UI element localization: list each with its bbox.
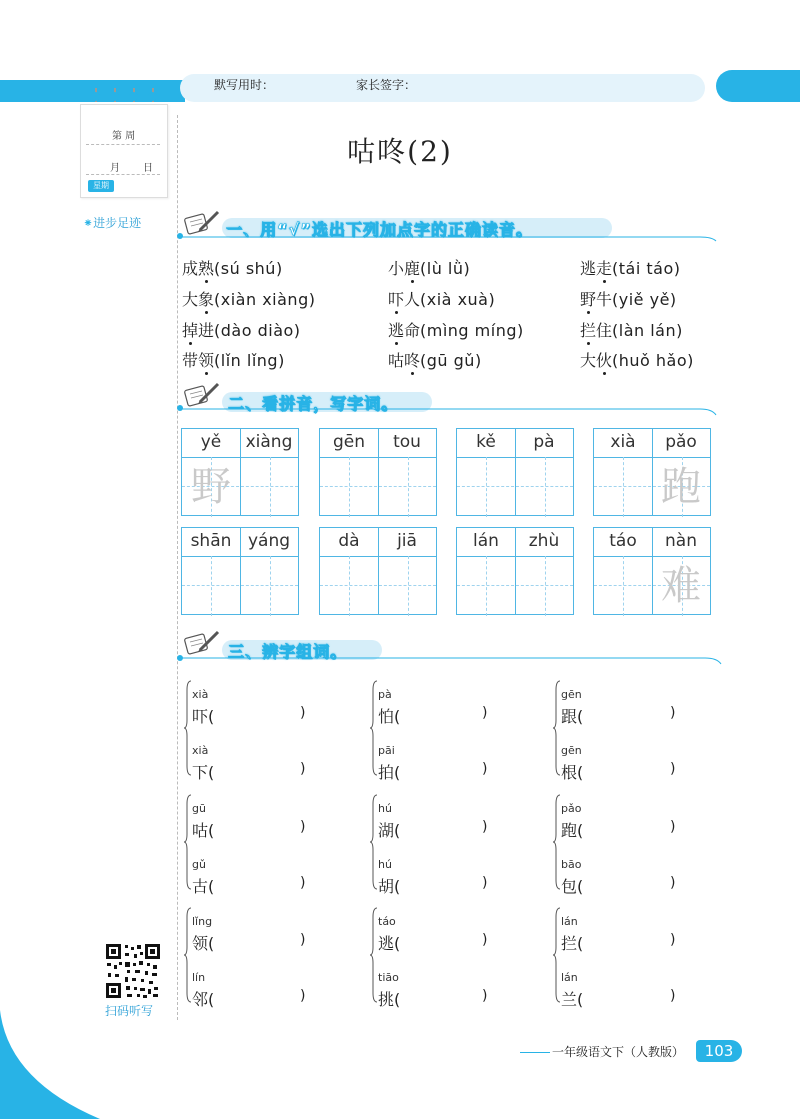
writing-box[interactable] <box>593 527 711 615</box>
writing-box[interactable] <box>456 527 574 615</box>
pinyin-text: gēn <box>332 432 366 452</box>
guide-line <box>545 556 546 616</box>
page-number: 103 <box>696 1040 742 1062</box>
pinyin-hint: xià <box>192 744 209 757</box>
pinyin-text: táo <box>609 531 637 551</box>
reading-options[interactable]: (mìng míng) <box>420 321 524 340</box>
section2-title: 二、看拼音，写字词。 <box>228 394 399 413</box>
brace <box>553 680 561 776</box>
close-paren: ) <box>482 761 488 777</box>
word-prompt[interactable]: 邻( <box>192 990 215 1009</box>
emphasis-dot <box>587 342 590 345</box>
word-prompt[interactable]: 咕( <box>192 821 215 840</box>
close-paren: ) <box>300 932 306 948</box>
reading-options[interactable]: (xiàn xiàng) <box>214 290 316 309</box>
word-prompt[interactable]: 跑( <box>561 821 584 840</box>
guide-line <box>182 585 298 586</box>
top-banner-right <box>716 70 800 102</box>
guide-line <box>349 556 350 616</box>
reading-word: 带领 <box>182 351 214 370</box>
emphasis-dot <box>411 372 414 375</box>
corner-decoration <box>0 1010 100 1119</box>
close-paren: ) <box>670 761 676 777</box>
guide-line <box>623 457 624 517</box>
word-prompt[interactable]: 挑( <box>378 990 401 1009</box>
hint-character: 难 <box>661 563 701 609</box>
reading-options[interactable]: (lǐn lǐng) <box>214 351 285 370</box>
section3-rule <box>180 648 725 666</box>
reading-item <box>388 348 482 371</box>
brace <box>184 794 192 890</box>
pinyin-text: lán <box>473 531 499 551</box>
writing-box[interactable] <box>593 428 711 516</box>
guide-line <box>457 486 573 487</box>
reading-item <box>388 256 470 279</box>
close-paren: ) <box>300 761 306 777</box>
reading-options[interactable]: (yiě yě) <box>612 290 677 309</box>
word-prompt[interactable]: 古( <box>192 877 215 896</box>
guide-line <box>320 585 436 586</box>
pinyin-hint: lán <box>561 915 578 928</box>
reading-options[interactable]: (sú shú) <box>214 259 283 278</box>
book-label: 一年级语文下（人教版） <box>552 1045 685 1059</box>
pinyin-text: jiā <box>397 531 417 551</box>
brace <box>370 680 378 776</box>
pinyin-text: xià <box>610 432 636 452</box>
pinyin-hint: bāo <box>561 858 582 871</box>
reading-word: 逃走 <box>580 259 612 278</box>
section3-title: 三、辨字组词。 <box>228 642 348 661</box>
pinyin-hint: pà <box>378 688 392 701</box>
binder-hole <box>129 92 138 101</box>
word-prompt[interactable]: 怕( <box>378 707 401 726</box>
guide-line <box>270 556 271 616</box>
guide-line <box>545 457 546 517</box>
progress-footprint-label: ⁕进步足迹 <box>83 216 142 230</box>
guide-line <box>349 457 350 517</box>
emphasis-dot <box>395 342 398 345</box>
emphasis-dot <box>603 372 606 375</box>
guide-line <box>457 585 573 586</box>
guide-line <box>408 556 409 616</box>
emphasis-dot <box>411 280 414 283</box>
word-prompt[interactable]: 跟( <box>561 707 584 726</box>
reading-word: 成熟 <box>182 259 214 278</box>
reading-item <box>580 287 677 310</box>
pinyin-hint: táo <box>378 915 396 928</box>
pinyin-text: xiàng <box>245 432 293 452</box>
pinyin-hint: pāi <box>378 744 395 757</box>
reading-options[interactable]: (tái táo) <box>612 259 681 278</box>
reading-options[interactable]: (huǒ hǎo) <box>612 351 694 370</box>
reading-options[interactable]: (gū gǔ) <box>420 351 482 370</box>
word-prompt[interactable]: 拍( <box>378 763 401 782</box>
day-label: 日 <box>143 163 153 174</box>
writing-box[interactable] <box>319 428 437 516</box>
close-paren: ) <box>670 875 676 891</box>
emphasis-dot <box>205 372 208 375</box>
reading-options[interactable]: (dào diào) <box>214 321 301 340</box>
weekday-badge: 星期 <box>88 180 114 192</box>
dictation-time-label: 默写用时： <box>214 78 275 92</box>
guide-line <box>486 556 487 616</box>
reading-options[interactable]: (xià xuà) <box>420 290 496 309</box>
pinyin-text: shān <box>190 531 232 551</box>
word-prompt[interactable]: 兰( <box>561 990 584 1009</box>
pinyin-hint: lín <box>192 971 206 984</box>
reading-item <box>388 318 524 341</box>
reading-word: 咕咚 <box>388 351 420 370</box>
emphasis-dot <box>205 280 208 283</box>
reading-word: 吓人 <box>388 290 420 309</box>
close-paren: ) <box>482 932 488 948</box>
hint-character: 野 <box>191 464 231 510</box>
reading-item <box>580 318 683 341</box>
pinyin-text: pǎo <box>665 432 697 452</box>
reading-word: 大伙 <box>580 351 612 370</box>
close-paren: ) <box>482 875 488 891</box>
pinyin-hint: lán <box>561 971 578 984</box>
binder-hole <box>148 92 157 101</box>
pinyin-hint: tiāo <box>378 971 399 984</box>
close-paren: ) <box>670 932 676 948</box>
brace <box>553 794 561 890</box>
reading-word: 小鹿 <box>388 259 420 278</box>
section1-title: 一、用“√”选出下列加点字的正确读音。 <box>226 220 533 239</box>
week-label: 第 周 <box>112 131 136 142</box>
word-prompt[interactable]: 湖( <box>378 821 401 840</box>
pinyin-text: zhù <box>528 531 560 551</box>
word-prompt[interactable]: 胡( <box>378 877 401 896</box>
brace <box>370 907 378 1003</box>
card-divider <box>86 174 160 175</box>
binder-hole <box>91 92 100 101</box>
pinyin-hint: lǐng <box>192 915 213 928</box>
reading-item <box>182 348 285 371</box>
pinyin-hint: hú <box>378 858 392 871</box>
close-paren: ) <box>482 705 488 721</box>
close-paren: ) <box>670 705 676 721</box>
reading-word: 掉进 <box>182 321 214 340</box>
guide-line <box>211 556 212 616</box>
pinyin-hint: gū <box>192 802 206 815</box>
close-paren: ) <box>300 988 306 1004</box>
pinyin-hint: xià <box>192 688 209 701</box>
pinyin-text: tou <box>393 432 421 452</box>
month-label: 月 <box>110 163 120 174</box>
word-prompt[interactable]: 拦( <box>561 934 584 953</box>
emphasis-dot <box>189 342 192 345</box>
reading-word: 逃命 <box>388 321 420 340</box>
guide-line <box>623 556 624 616</box>
word-prompt[interactable]: 吓( <box>192 707 215 726</box>
close-paren: ) <box>482 988 488 1004</box>
close-paren: ) <box>482 819 488 835</box>
pinyin-text: dà <box>338 531 360 551</box>
word-prompt[interactable]: 领( <box>192 934 215 953</box>
brace <box>184 680 192 776</box>
reading-word: 大象 <box>182 290 214 309</box>
pinyin-text: yáng <box>247 531 291 551</box>
qr-code-icon[interactable] <box>105 943 161 999</box>
word-prompt[interactable]: 根( <box>561 763 584 782</box>
guide-line <box>486 457 487 517</box>
reading-word: 拦住 <box>580 321 612 340</box>
close-paren: ) <box>300 819 306 835</box>
brace <box>184 907 192 1003</box>
margin-dashed-line <box>177 115 178 1020</box>
reading-item <box>388 287 495 310</box>
close-paren: ) <box>300 875 306 891</box>
hint-character: 跑 <box>661 464 701 510</box>
word-prompt[interactable]: 逃( <box>378 934 401 953</box>
section2-rule <box>180 400 720 416</box>
brace <box>370 794 378 890</box>
pinyin-hint: gēn <box>561 688 582 701</box>
reading-item <box>182 287 315 310</box>
footer-rule <box>520 1052 550 1053</box>
guide-line <box>320 486 436 487</box>
guide-line <box>408 457 409 517</box>
scan-to-dictate-label: 扫码听写 <box>105 1004 154 1018</box>
close-paren: ) <box>670 819 676 835</box>
page-title: 咕咚(2) <box>347 135 453 168</box>
writing-box[interactable] <box>181 428 299 516</box>
pinyin-text: nàn <box>665 531 697 551</box>
pinyin-hint: gēn <box>561 744 582 757</box>
pinyin-text: yě <box>200 432 222 452</box>
pinyin-hint: hú <box>378 802 392 815</box>
parent-signature-label: 家长签字： <box>356 78 417 92</box>
writing-box[interactable] <box>456 428 574 516</box>
pinyin-text: pà <box>533 432 555 452</box>
reading-word: 野牛 <box>580 290 612 309</box>
writing-box[interactable] <box>319 527 437 615</box>
word-prompt[interactable]: 下( <box>192 763 215 782</box>
emphasis-dot <box>205 311 208 314</box>
footprint-icon: ⁕ <box>83 216 94 230</box>
binder-hole <box>110 92 119 101</box>
emphasis-dot <box>587 311 590 314</box>
word-prompt[interactable]: 包( <box>561 877 584 896</box>
reading-item <box>182 256 283 279</box>
reading-options[interactable]: (làn lán) <box>612 321 683 340</box>
emphasis-dot <box>603 280 606 283</box>
close-paren: ) <box>670 988 676 1004</box>
reading-item <box>580 348 694 371</box>
pinyin-hint: gǔ <box>192 858 206 871</box>
section1-rule <box>180 228 720 242</box>
reading-item <box>182 318 301 341</box>
pinyin-hint: pǎo <box>561 802 582 815</box>
reading-item <box>580 256 680 279</box>
emphasis-dot <box>395 311 398 314</box>
brace <box>553 907 561 1003</box>
writing-box[interactable] <box>181 527 299 615</box>
pinyin-text: kě <box>476 432 496 452</box>
guide-line <box>270 457 271 517</box>
close-paren: ) <box>300 705 306 721</box>
reading-options[interactable]: (lù lǜ) <box>420 259 471 278</box>
